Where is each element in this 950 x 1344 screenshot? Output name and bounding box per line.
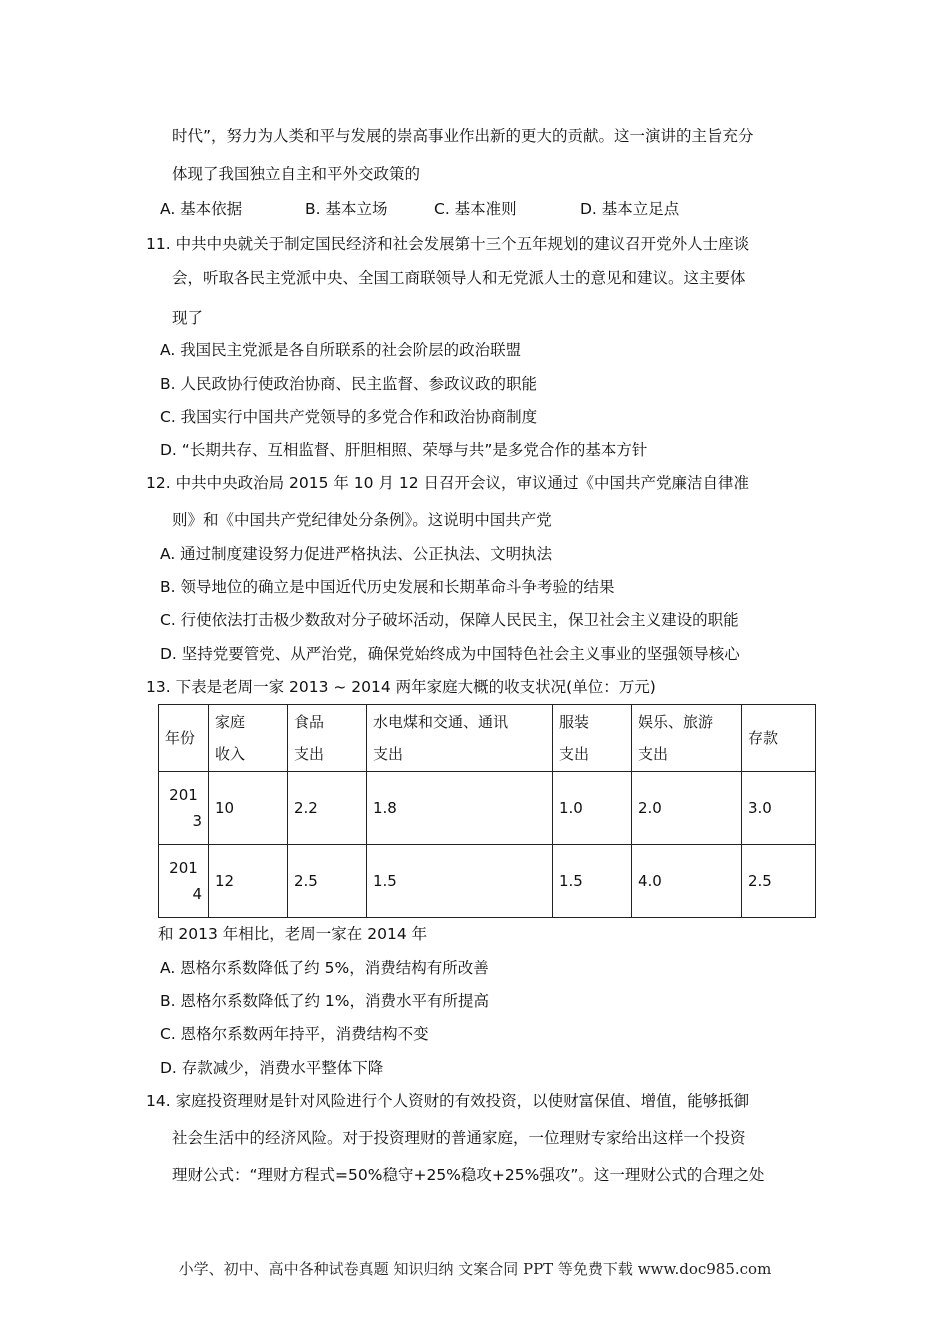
header-clothing: 服装 支出 [553,705,632,772]
header-food: 食品 支出 [288,705,367,772]
header-income: 家庭 收入 [209,705,288,772]
q10-option-d: D. 基本立足点 [580,200,680,218]
q11-option-d: D. “长期共存、互相监督、肝胆相照、荣辱与共”是多党合作的基本方针 [160,441,648,459]
table-cell: 12 [209,845,288,918]
q11-option-c: C. 我国实行中国共产党领导的多党合作和政治协商制度 [160,408,538,426]
table-row [159,845,816,918]
row-year: 201 3 [159,772,209,845]
q10-option-b: B. 基本立场 [305,200,388,218]
q10-line2: 体现了我国独立自主和平外交政策的 [172,165,421,183]
q14-line3: 理财公式：“理财方程式=50%稳守+25%稳攻+25%强攻”。这一理财公式的合理之处 [172,1166,765,1184]
table-cell: 2.2 [288,772,367,845]
q14-line1: 14. 家庭投资理财是针对风险进行个人资财的有效投资，以使财富保值、增值，能够抵御 [146,1092,750,1110]
table-cell: 1.5 [553,845,632,918]
q12-option-d: D. 坚持党要管党、从严治党，确保党始终成为中国特色社会主义事业的坚强领导核心 [160,645,740,663]
header-year: 年份 [159,705,209,772]
q11-option-a: A. 我国民主党派是各自所联系的社会阶层的政治联盟 [160,341,522,359]
header-utilities: 水电煤和交通、通讯 支出 [367,705,553,772]
q12-option-b: B. 领导地位的确立是中国近代历史发展和长期革命斗争考验的结果 [160,578,615,596]
q10-option-a: A. 基本依据 [160,200,243,218]
table-cell: 1.5 [367,845,553,918]
q10-line1: 时代”，努力为人类和平与发展的崇高事业作出新的更大的贡献。这一演讲的主旨充分 [172,127,754,145]
q13-intro: 13. 下表是老周一家 2013 ~ 2014 两年家庭大概的收支状况(单位：万元) [146,678,656,696]
table-header-row [159,705,816,772]
header-entertainment: 娱乐、旅游 支出 [632,705,742,772]
page-footer: 小学、初中、高中各种试卷真题 知识归纳 文案合同 PPT 等免费下载 www.doc985.com [178,1260,772,1278]
q13-option-a: A. 恩格尔系数降低了约 5%，消费结构有所改善 [160,959,489,977]
q12-line2: 则》和《中国共产党纪律处分条例》。这说明中国共产党 [172,511,552,529]
income-expense-table [158,704,816,918]
header-savings: 存款 [742,705,816,772]
q14-line2: 社会生活中的经济风险。对于投资理财的普通家庭，一位理财专家给出这样一个投资 [172,1129,746,1147]
q12-line1: 12. 中共中央政治局 2015 年 10 月 12 日召开会议，审议通过《中国共产党廉洁自律准 [146,474,750,492]
q12-option-a: A. 通过制度建设努力促进严格执法、公正执法、文明执法 [160,545,553,563]
q11-line2: 会，听取各民主党派中央、全国工商联领导人和无党派人士的意见和建议。这主要体 [172,269,746,287]
q13-option-c: C. 恩格尔系数两年持平，消费结构不变 [160,1025,429,1043]
table-row [159,772,816,845]
q13-after-table: 和 2013 年相比，老周一家在 2014 年 [158,925,428,943]
table-cell: 1.0 [553,772,632,845]
q10-option-c: C. 基本准则 [434,200,517,218]
table-cell: 4.0 [632,845,742,918]
table-cell: 2.5 [288,845,367,918]
table-cell: 10 [209,772,288,845]
table-cell: 2.5 [742,845,816,918]
table-cell: 3.0 [742,772,816,845]
q11-line1: 11. 中共中央就关于制定国民经济和社会发展第十三个五年规划的建议召开党外人士座谈 [146,235,750,253]
table-cell: 1.8 [367,772,553,845]
q13-option-b: B. 恩格尔系数降低了约 1%，消费水平有所提高 [160,992,490,1010]
q12-option-c: C. 行使依法打击极少数敌对分子破坏活动，保障人民民主，保卫社会主义建设的职能 [160,611,739,629]
q13-option-d: D. 存款减少，消费水平整体下降 [160,1059,384,1077]
table-cell: 2.0 [632,772,742,845]
q11-option-b: B. 人民政协行使政治协商、民主监督、参政议政的职能 [160,375,537,393]
row-year: 201 4 [159,845,209,918]
q11-line3: 现了 [172,309,204,327]
